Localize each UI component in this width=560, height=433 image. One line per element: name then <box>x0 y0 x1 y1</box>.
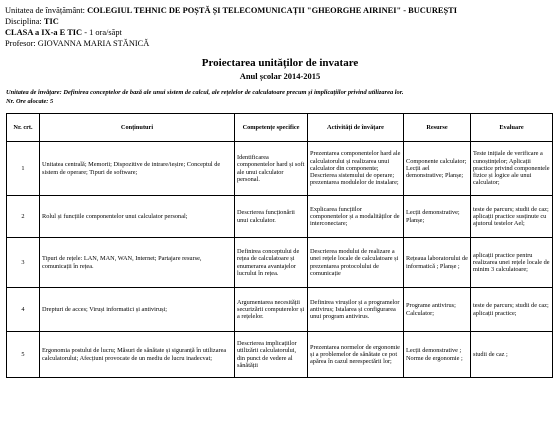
cell-evaluation: teste de parcurs; studii de caz; aplicații practice; <box>471 288 553 332</box>
col-header-resources: Resurse <box>404 114 471 142</box>
col-header-nr: Nr. crt. <box>7 114 40 142</box>
header-school-line <box>5 6 457 16</box>
cell-evaluation: studii de caz ; <box>471 332 553 378</box>
col-header-evaluation: Evaluare <box>471 114 553 142</box>
col-header-content: Conținuturi <box>40 114 235 142</box>
cell-content: Tipuri de rețele: LAN, MAN, WAN, Internet; Partajare resurse, comunicații în rețea. <box>40 238 235 288</box>
discipline-name: TIC <box>43 17 59 26</box>
planning-table <box>6 113 553 378</box>
cell-nr: 2 <box>7 196 40 238</box>
cell-resources: Componente calculator; Lecții ael demonstrative; Planșe; <box>404 142 471 196</box>
learning-unit-line: Unitatea de învățare: Definirea conceptelor de bază ale unui sistem de calcul, ale rețelelor de calculatoare precum și implicațiilor privind utilizarea lor. <box>6 89 404 96</box>
cell-content: Drepturi de acces; Viruși informatici și antiviruși; <box>40 288 235 332</box>
cell-evaluation: teste de parcurs; studii de caz; aplicații practice susținute cu ajutorul testelor Ael; <box>471 196 553 238</box>
cell-nr: 1 <box>7 142 40 196</box>
cell-activities: Definirea virușilor și a programelor antivirus; Istalarea și configurarea unui program antivirus. <box>308 288 404 332</box>
discipline-label: Disciplina: <box>5 17 42 26</box>
table-row <box>7 332 553 378</box>
teacher-name: GIOVANNA MARIA STĂNICĂ <box>37 39 150 48</box>
header-class-line <box>5 28 122 38</box>
table-header-row <box>7 114 553 142</box>
school-label: Unitatea de învățământ: <box>5 6 85 15</box>
table-row <box>7 142 553 196</box>
cell-content: Rolul și funcțiile componentelor unui calculator personal; <box>40 196 235 238</box>
cell-competences: Descrierea implicațiilor utilizării calculatorului, din punct de vedere al sănătății <box>235 332 308 378</box>
class-name: CLASA a IX-a E TIC <box>5 28 83 37</box>
cell-evaluation: aplicații practice pentru realizarea unei rețele locale de minim 3 calculatoare; <box>471 238 553 288</box>
header-discipline-line <box>5 17 59 27</box>
col-header-activities: Activități de învățare <box>308 114 404 142</box>
cell-resources: Lecții demonstrative ; Norme de ergonomie ; <box>404 332 471 378</box>
cell-activities: Prezentarea componentelor hard ale calculatorului și realizarea unui calculator din componente; Descrierea sistemului de operare; prezentarea modulelor de instalare; <box>308 142 404 196</box>
class-hours: - 1 ora/săpt <box>84 28 122 37</box>
page-title: Proiectarea unităților de invatare <box>201 57 359 69</box>
cell-nr: 4 <box>7 288 40 332</box>
cell-nr: 5 <box>7 332 40 378</box>
table-row <box>7 238 553 288</box>
page-subtitle: Anul școlar 2014-2015 <box>239 71 321 81</box>
cell-activities: Explicarea funcțiilor componentelor și a modalităților de interconectare; <box>308 196 404 238</box>
cell-activities: Prezentarea normelor de ergonomie și a problemelor de sănătate ce pot apărea în cazul nerespectării lor; <box>308 332 404 378</box>
teacher-label: Profesor: <box>5 39 36 48</box>
cell-evaluation: Teste inițiale de verificare a cunoștințelor; Aplicații practice privind componentele fizice și logice ale unui calculator; <box>471 142 553 196</box>
cell-content: Unitatea centrală; Memorii; Dispozitive de intrare/ieșire; Conceptul de sistem de operare; Tipuri de software; <box>40 142 235 196</box>
cell-resources: Lecții demonstrative; Planșe; <box>404 196 471 238</box>
school-name: COLEGIUL TEHNIC DE POȘTĂ ȘI TELECOMUNICAȚII "GHEORGHE AIRINEI" - BUCUREȘTI <box>87 6 457 15</box>
cell-resources: Rețeaua laboratorului de informatică ; Planșe ; <box>404 238 471 288</box>
cell-competences: Definirea conceptului de rețea de calculatoare și enumerarea avantajelor lucrului în rețea. <box>235 238 308 288</box>
cell-competences: Identificarea componentelor hard și soft ale unui calculator personal. <box>235 142 308 196</box>
cell-nr: 3 <box>7 238 40 288</box>
cell-resources: Programe antivirus; Calculator; <box>404 288 471 332</box>
cell-competences: Descrierea funcționării unui calculator. <box>235 196 308 238</box>
allocated-hours-line: Nr. Ore alocate: 5 <box>6 98 54 105</box>
header-teacher-line <box>5 39 149 49</box>
cell-content: Ergonomia postului de lucru; Măsuri de sănătate și siguranță în utilizarea calculatorului; Afecțiuni provocate de un mediu de lucru inadecvat; <box>40 332 235 378</box>
col-header-competences: Competențe specifice <box>235 114 308 142</box>
cell-competences: Argumentarea necesității securizării computerelor și a rețelelor. <box>235 288 308 332</box>
table-row <box>7 288 553 332</box>
cell-activities: Descrierea modului de realizare a unei rețele locale de calculatoare și prezentarea protocolului de comunicație <box>308 238 404 288</box>
table-row <box>7 196 553 238</box>
